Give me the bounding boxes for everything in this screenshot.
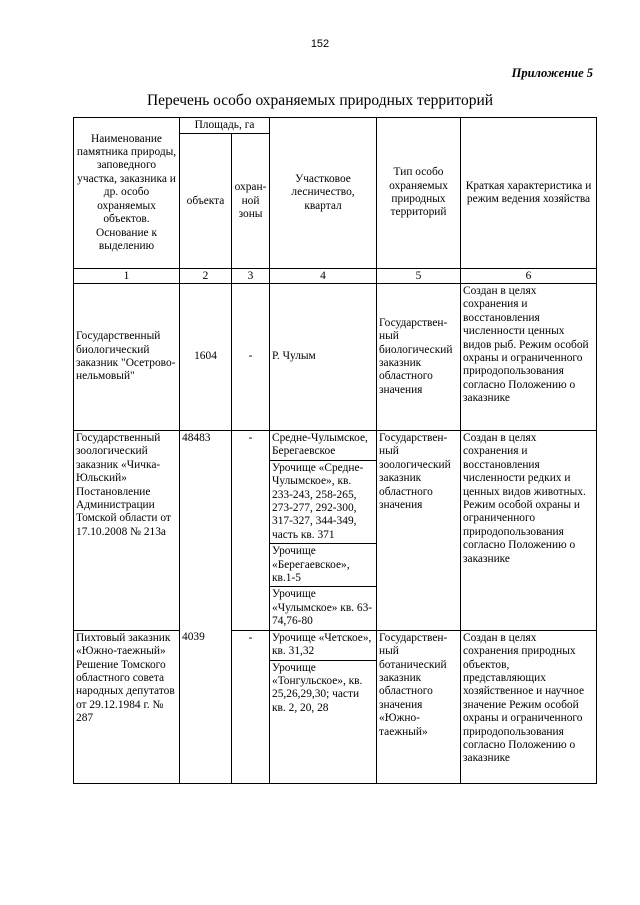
column-number: 1 [74,269,180,284]
cell-area-object: 4039 [180,630,232,783]
table-row [74,284,597,431]
header-area-object: объекта [180,134,232,269]
cell-area-zone: - [232,284,270,431]
column-number: 6 [461,269,597,284]
column-number: 3 [232,269,270,284]
table-row [74,431,597,461]
cell-forestry: Средне-Чулымское, Берегаевское [270,431,377,461]
cell-area-zone: - [232,630,270,783]
header-type: Тип особо охраняемых природных территорий [377,118,461,269]
cell-forestry: Р. Чулым [270,284,377,431]
cell-name: Государственный биологический заказник "Осетрово-нельмовый" [74,284,180,431]
page-title: Перечень особо охраняемых природных территорий [146,92,494,109]
page-number: 152 [310,38,330,50]
header-description: Краткая характеристика и режим ведения хозяйства [461,118,597,269]
cell-name: Государственный зоологический заказник «Чичка-Юльский» Постановление Администрации Томской области от 17.10.2008 № 213а [74,431,180,631]
cell-name: Пихтовый заказник «Южно-таежный» Решение Томского областного совета народных депутатов от 29.12.1984 г. № 287 [74,630,180,783]
cell-area-object: 48483 [180,431,232,631]
table-row [74,630,597,660]
cell-type: Государствен-ный зоологический заказник областного значения [377,431,461,631]
cell-description: Создан в целях сохранения природных объектов, представляющих хозяйственное и научное значение Режим особой охраны и ограниченного природопользования согласно Положению о заказнике [461,630,597,783]
protected-areas-table [73,117,597,784]
column-number: 4 [270,269,377,284]
cell-forestry: Урочище «Тонгульское», кв. 25,26,29,30; части кв. 2, 20, 28 [270,660,377,783]
cell-forestry: Урочище «Средне-Чулымское», кв. 233-243, 258-265, 273-277, 292-300, 317-327, 344-349, часть кв. 371 [270,460,377,543]
header-forestry: Участковое лесничество, квартал [270,118,377,269]
appendix-label: Приложение 5 [511,66,593,80]
cell-description: Создан в целях сохранения и восстановления численности редких и ценных видов животных. Режим особой охраны и ограниченного природопользования согласно Положению о заказнике [461,431,597,631]
cell-area-zone: - [232,431,270,631]
header-name: Наименование памятника природы, заповедного участка, заказника и др. особо охраняемых объектов. Основание к выделению [74,118,180,269]
column-number: 5 [377,269,461,284]
cell-type: Государствен-ный ботанический заказник областного значения «Южно-таежный» [377,630,461,783]
header-area-zone: охран-ной зоны [232,134,270,269]
table-header-row [74,118,597,134]
cell-description: Создан в целях сохранения и восстановления численности ценных видов рыб. Режим особой охраны и ограниченного природопользования согласно Положению о заказнике [461,284,597,431]
column-number: 2 [180,269,232,284]
cell-forestry: Урочище «Берегаевское», кв.1-5 [270,544,377,587]
cell-forestry: Урочище «Чулымское» кв. 63-74,76-80 [270,587,377,630]
cell-type: Государствен-ный биологический заказник областного значения [377,284,461,431]
cell-area-object: 1604 [180,284,232,431]
cell-forestry: Урочище «Четское», кв. 31,32 [270,630,377,660]
column-number-row [74,269,597,284]
header-area: Площадь, га [180,118,270,134]
